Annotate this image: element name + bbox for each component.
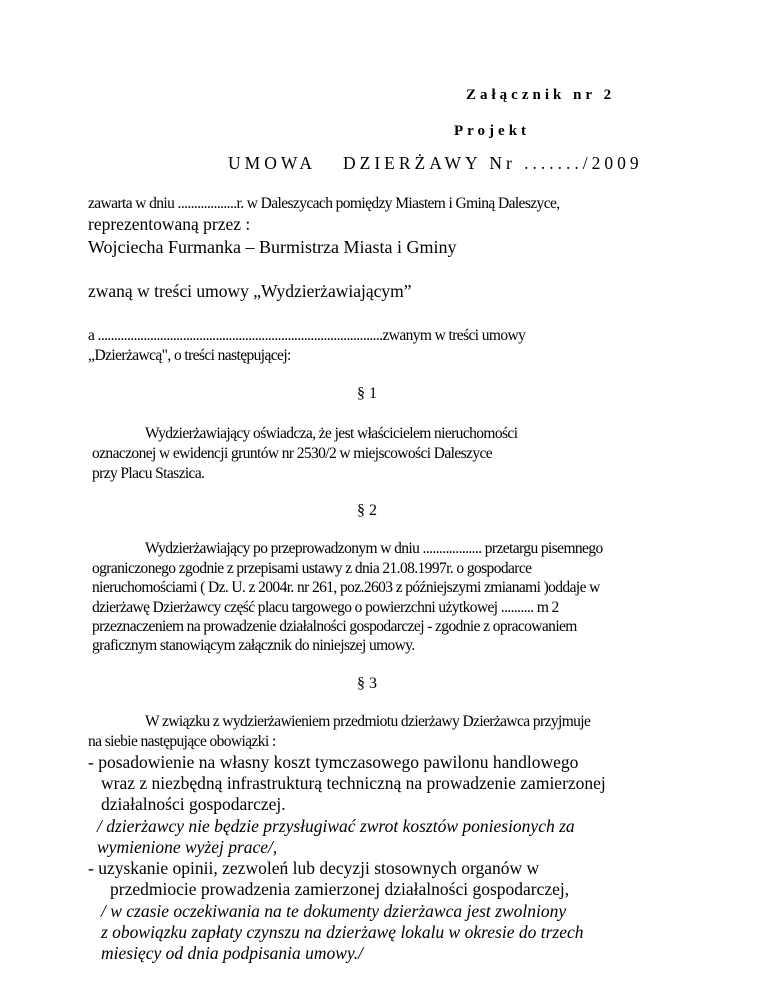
section-3-mark: § 3	[357, 675, 377, 692]
section-2-line-3: nieruchomościami ( Dz. U. z 2004r. nr 261, poz.2603 z późniejszymi zmianami )oddaje w	[92, 579, 600, 596]
section-3-line-2: na siebie następujące obowiązki :	[88, 733, 276, 750]
section-1-line-1: Wydzierżawiający oświadcza, że jest właścicielem nieruchomości	[145, 425, 518, 442]
section-3-line-5: działalności gospodarczej.	[101, 794, 286, 814]
section-3-line-4: wraz z niezbędną infrastrukturą techniczną na prowadzenie zamierzonej	[101, 773, 606, 793]
section-3-line-3: - posadowienie na własny koszt tymczasowego pawilonu handlowego	[88, 752, 579, 772]
section-3-line-11: z obowiązku zapłaty czynszu na dzierżawę lokalu w okresie do trzech	[101, 922, 584, 942]
section-3-line-7: wymienione wyżej prace/,	[97, 837, 278, 857]
section-2-line-4: dzierżawę Dzierżawcy część placu targowego o powierzchni użytkowej .......... m 2	[92, 599, 559, 616]
section-1-line-2: oznaczonej w ewidencji gruntów nr 2530/2 w miejscowości Daleszyce	[92, 445, 493, 462]
section-3-line-6: / dzierżawcy nie będzie przysługiwać zwrot kosztów poniesionych za	[97, 816, 575, 836]
intro-line-1: zawarta w dniu ..................r. w Daleszycach pomiędzy Miastem i Gminą Daleszyce,	[88, 195, 560, 212]
section-3-line-12: miesięcy od dnia podpisania umowy./	[101, 943, 363, 963]
intro-line-2: reprezentowaną przez :	[88, 214, 251, 234]
annex-label: Załącznik nr 2	[466, 87, 616, 103]
section-2-line-2: ograniczonego zgodnie z przepisami ustawy z dnia 21.08.1997r. o gospodarce	[92, 560, 532, 577]
intro-line-4: zwaną w treści umowy „Wydzierżawiającym”	[88, 281, 412, 301]
contract-title-left: UMOWA	[228, 153, 317, 173]
contract-title-right: DZIERŻAWY Nr ......./2009	[343, 153, 643, 173]
intro-line-5: a .......................................................................................zwanym w treści umowy	[88, 327, 526, 344]
section-3-line-8: - uzyskanie opinii, zezwoleń lub decyzji stosownych organów w	[88, 858, 540, 878]
section-3-line-1: W związku z wydzierżawieniem przedmiotu dzierżawy Dzierżawca przyjmuje	[145, 713, 591, 730]
section-1-line-3: przy Placu Staszica.	[92, 465, 205, 482]
section-2-mark: § 2	[357, 502, 377, 519]
section-3-line-10: / w czasie oczekiwania na te dokumenty dzierżawca jest zwolniony	[101, 901, 567, 921]
intro-line-3: Wojciecha Furmanka – Burmistrza Miasta i Gminy	[88, 237, 457, 257]
section-3-line-9: przedmiocie prowadzenia zamierzonej działalności gospodarczej,	[110, 879, 570, 899]
section-1-mark: § 1	[357, 385, 377, 402]
section-2-line-1: Wydzierżawiający po przeprowadzonym w dniu .................. przetargu pisemnego	[145, 540, 603, 557]
section-2-line-6: graficznym stanowiącym załącznik do niniejszej umowy.	[92, 637, 415, 654]
section-2-line-5: przeznaczeniem na prowadzenie działalności gospodarczej - zgodnie z opracowaniem	[92, 618, 577, 635]
draft-label: Projekt	[454, 123, 531, 139]
intro-line-6: ,,Dzierżawcą", o treści następującej:	[88, 347, 291, 364]
